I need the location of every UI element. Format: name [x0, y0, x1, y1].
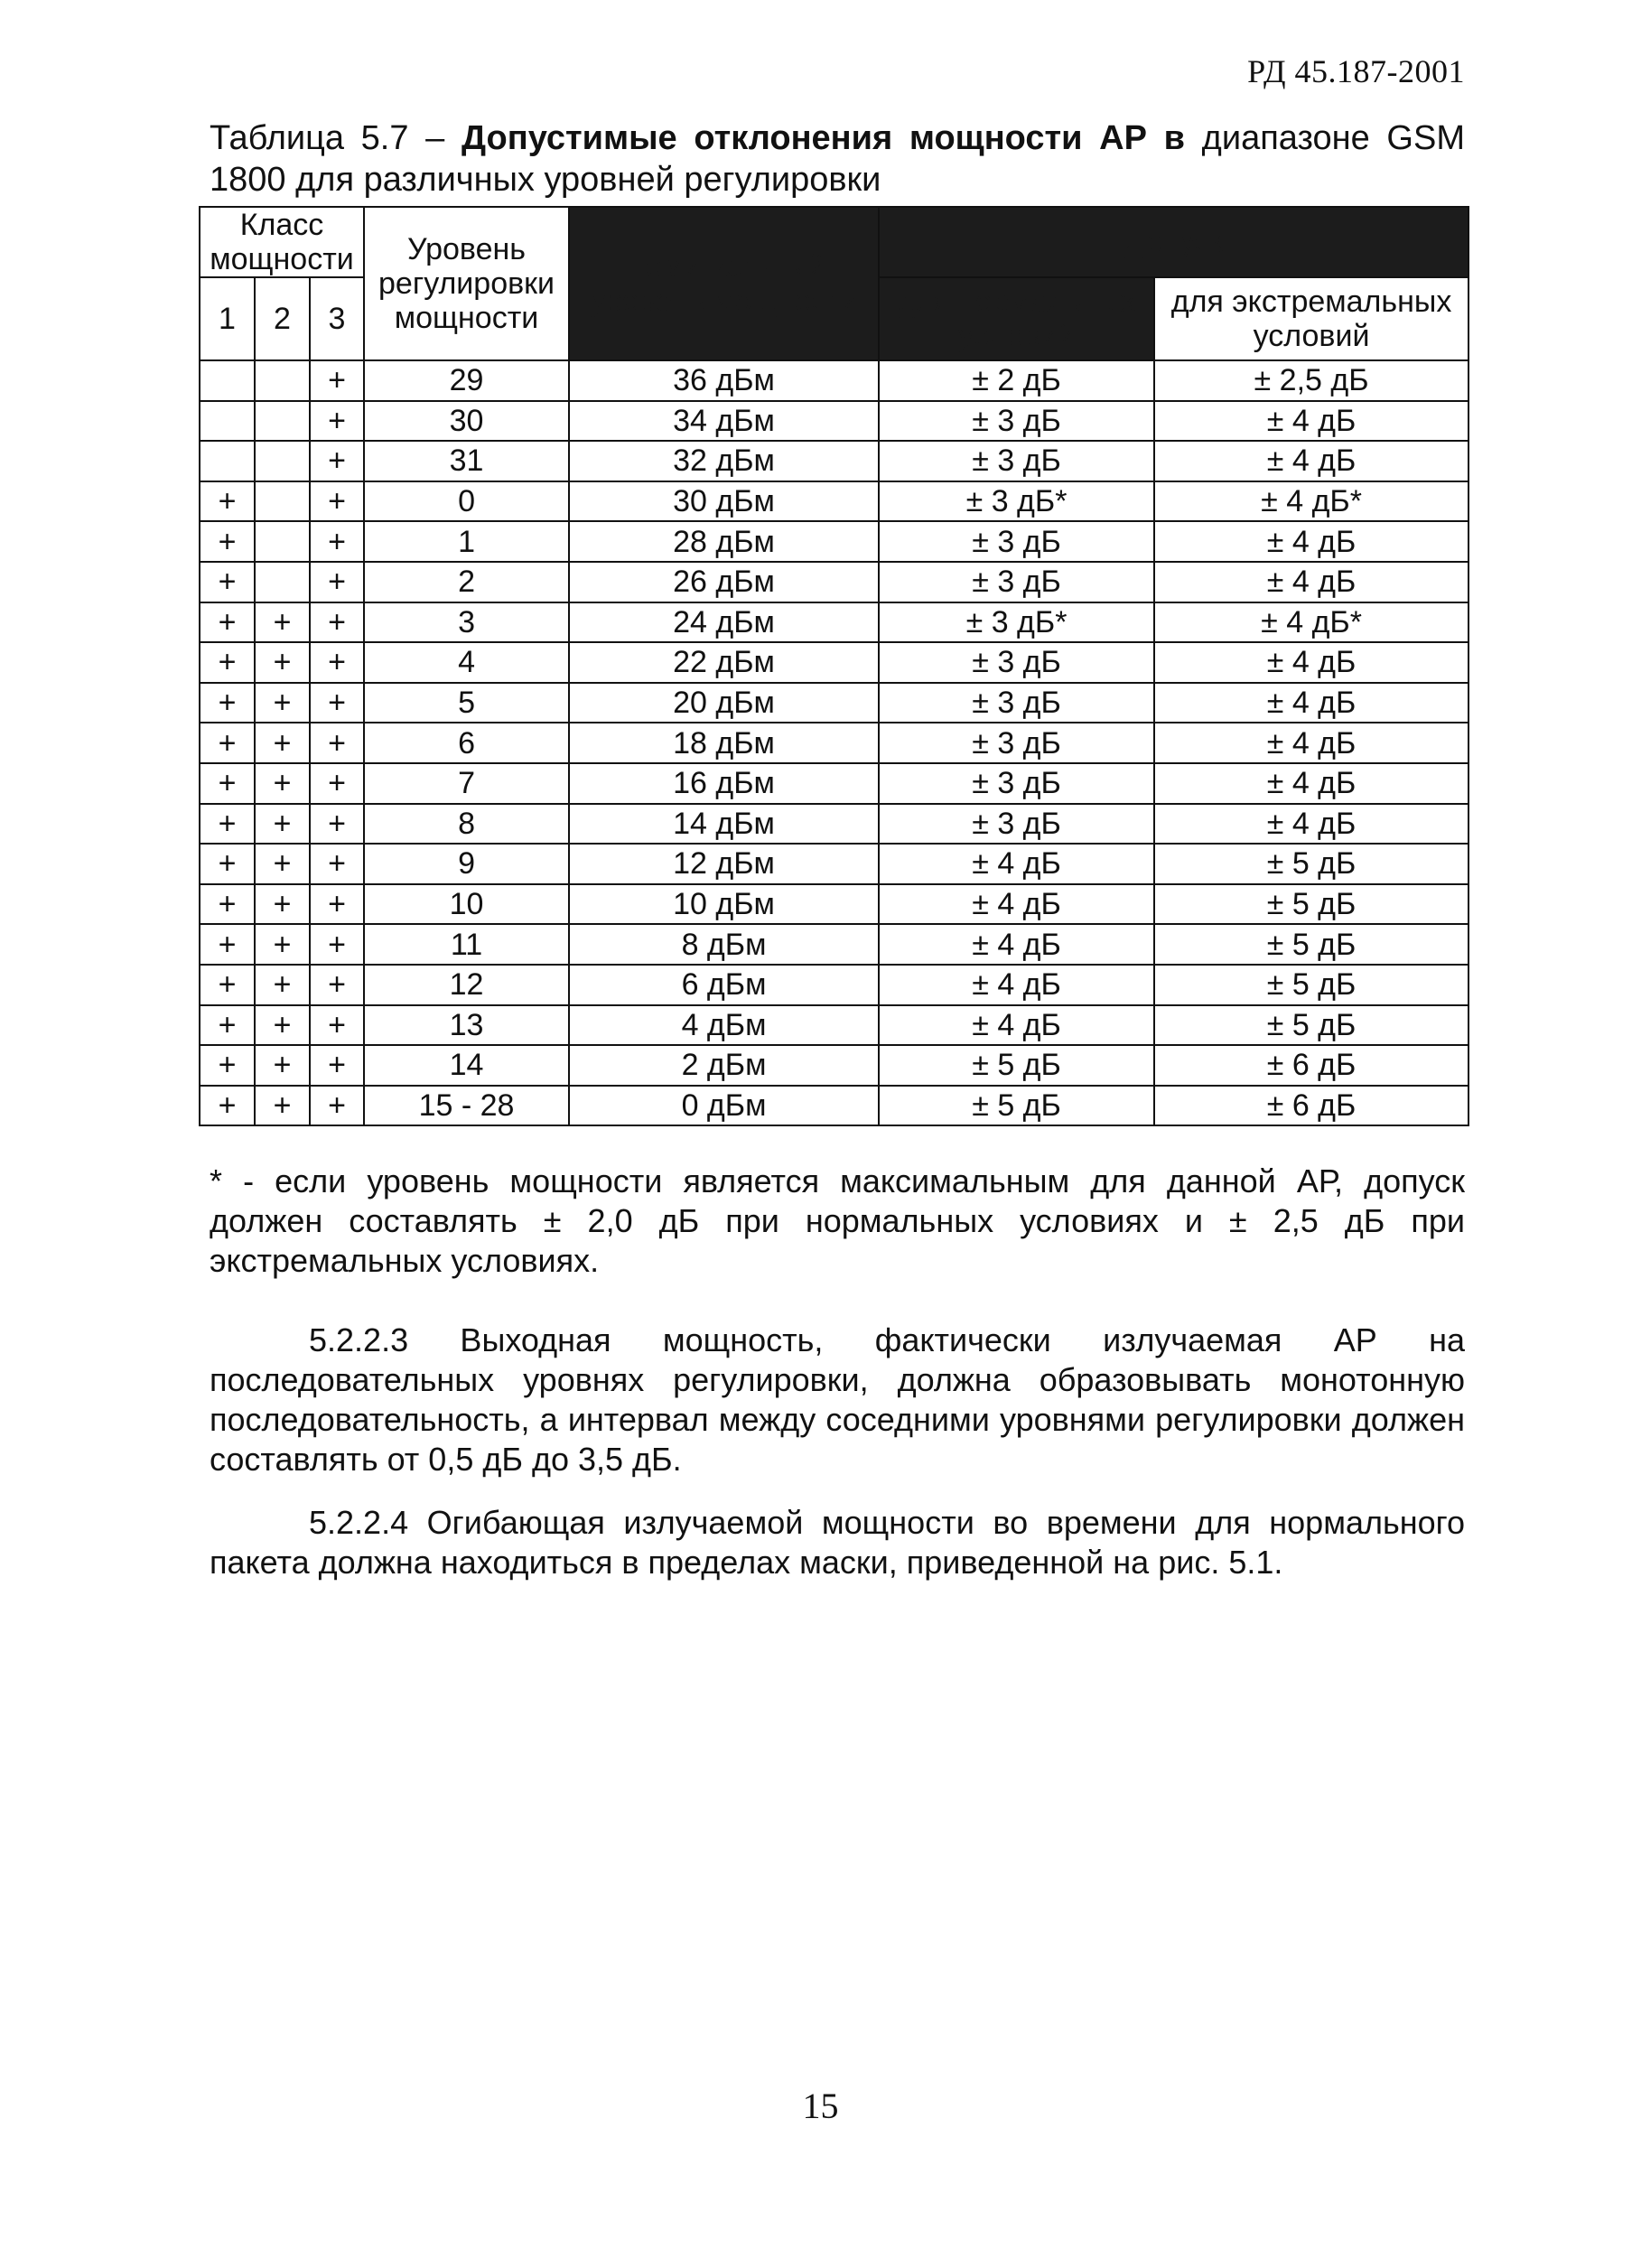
table-row	[200, 360, 1469, 401]
control-level-cell: 11	[364, 924, 569, 965]
table-row	[200, 1005, 1469, 1046]
nominal-level-cell: 22 дБм	[569, 642, 879, 683]
nominal-level-cell: 2 дБм	[569, 1045, 879, 1086]
extreme-tolerance-cell: ± 6 дБ	[1154, 1045, 1469, 1086]
normal-tolerance-cell: ± 3 дБ*	[879, 602, 1154, 643]
class-2-cell	[255, 360, 310, 401]
header-nominal-level: Номинальный уровень мощности	[569, 207, 879, 360]
class-1-cell: +	[200, 562, 255, 602]
table-row	[200, 884, 1469, 925]
extreme-tolerance-cell: ± 4 дБ	[1154, 521, 1469, 562]
class-3-cell: +	[310, 1005, 364, 1046]
class-3-cell: +	[310, 642, 364, 683]
caption-prefix: Таблица 5.7 –	[210, 119, 462, 157]
normal-tolerance-cell: ± 4 дБ	[879, 965, 1154, 1005]
class-2-cell: +	[255, 804, 310, 845]
class-2-cell: +	[255, 1086, 310, 1126]
nominal-level-cell: 28 дБм	[569, 521, 879, 562]
class-2-cell: +	[255, 683, 310, 723]
normal-tolerance-cell: ± 4 дБ	[879, 844, 1154, 884]
extreme-tolerance-cell: ± 4 дБ	[1154, 683, 1469, 723]
class-2-cell	[255, 521, 310, 562]
extreme-tolerance-cell: ± 4 дБ	[1154, 763, 1469, 804]
table-row	[200, 1086, 1469, 1126]
table-row	[200, 965, 1469, 1005]
class-1-cell: +	[200, 642, 255, 683]
class-1-cell: +	[200, 1045, 255, 1086]
nominal-level-cell: 34 дБм	[569, 401, 879, 442]
header-extreme-conditions: для экстремальных условий	[1154, 277, 1469, 360]
table-row	[200, 521, 1469, 562]
extreme-tolerance-cell: ± 4 дБ	[1154, 642, 1469, 683]
control-level-cell: 5	[364, 683, 569, 723]
extreme-tolerance-cell: ± 4 дБ	[1154, 804, 1469, 845]
table-row	[200, 844, 1469, 884]
normal-tolerance-cell: ± 4 дБ	[879, 884, 1154, 925]
table-row	[200, 723, 1469, 763]
class-2-cell: +	[255, 965, 310, 1005]
header-tolerance: Допуск	[879, 207, 1469, 277]
class-3-cell: +	[310, 401, 364, 442]
nominal-level-cell: 26 дБм	[569, 562, 879, 602]
class-2-cell: +	[255, 924, 310, 965]
class-1-cell: +	[200, 965, 255, 1005]
class-1-cell: +	[200, 844, 255, 884]
table-row	[200, 924, 1469, 965]
normal-tolerance-cell: ± 5 дБ	[879, 1045, 1154, 1086]
normal-tolerance-cell: ± 3 дБ	[879, 401, 1154, 442]
class-3-cell: +	[310, 683, 364, 723]
control-level-cell: 1	[364, 521, 569, 562]
class-3-cell: +	[310, 763, 364, 804]
control-level-cell: 9	[364, 844, 569, 884]
control-level-cell: 6	[364, 723, 569, 763]
nominal-level-cell: 16 дБм	[569, 763, 879, 804]
class-3-cell: +	[310, 1045, 364, 1086]
extreme-tolerance-cell: ± 5 дБ	[1154, 844, 1469, 884]
class-2-cell	[255, 481, 310, 522]
table-row	[200, 642, 1469, 683]
class-2-cell: +	[255, 642, 310, 683]
header-class-3: 3	[310, 277, 364, 360]
class-1-cell: +	[200, 763, 255, 804]
normal-tolerance-cell: ± 3 дБ*	[879, 481, 1154, 522]
class-2-cell	[255, 441, 310, 481]
control-level-cell: 8	[364, 804, 569, 845]
table-row	[200, 441, 1469, 481]
nominal-level-cell: 36 дБм	[569, 360, 879, 401]
extreme-tolerance-cell: ± 5 дБ	[1154, 965, 1469, 1005]
normal-tolerance-cell: ± 4 дБ	[879, 1005, 1154, 1046]
table-caption	[210, 117, 1465, 201]
control-level-cell: 10	[364, 884, 569, 925]
control-level-cell: 3	[364, 602, 569, 643]
caption-bold: Допустимые отклонения мощности АР в	[462, 119, 1185, 157]
nominal-level-cell: 4 дБм	[569, 1005, 879, 1046]
class-3-cell: +	[310, 562, 364, 602]
nominal-level-cell: 8 дБм	[569, 924, 879, 965]
class-1-cell: +	[200, 481, 255, 522]
normal-tolerance-cell: ± 3 дБ	[879, 441, 1154, 481]
control-level-cell: 30	[364, 401, 569, 442]
class-1-cell: +	[200, 924, 255, 965]
class-3-cell: +	[310, 360, 364, 401]
table-row	[200, 562, 1469, 602]
paragraph-5-2-2-4: 5.2.2.4 Огибающая излучаемой мощности во времени для нормального пакета должна находиться в пределах маски, приведенной на рис. 5.1.	[210, 1504, 1465, 1581]
class-1-cell	[200, 401, 255, 442]
table-row	[200, 683, 1469, 723]
control-level-cell: 2	[364, 562, 569, 602]
class-3-cell: +	[310, 924, 364, 965]
class-3-cell: +	[310, 884, 364, 925]
class-3-cell: +	[310, 481, 364, 522]
normal-tolerance-cell: ± 3 дБ	[879, 804, 1154, 845]
normal-tolerance-cell: ± 5 дБ	[879, 1086, 1154, 1126]
control-level-cell: 12	[364, 965, 569, 1005]
extreme-tolerance-cell: ± 4 дБ	[1154, 401, 1469, 442]
normal-tolerance-cell: ± 2 дБ	[879, 360, 1154, 401]
header-class-2: 2	[255, 277, 310, 360]
normal-tolerance-cell: ± 3 дБ	[879, 521, 1154, 562]
class-3-cell: +	[310, 602, 364, 643]
control-level-cell: 4	[364, 642, 569, 683]
nominal-level-cell: 10 дБм	[569, 884, 879, 925]
header-normal-conditions: для нормальных условий	[879, 277, 1154, 360]
class-3-cell: +	[310, 844, 364, 884]
control-level-cell: 31	[364, 441, 569, 481]
class-3-cell: +	[310, 723, 364, 763]
extreme-tolerance-cell: ± 4 дБ	[1154, 562, 1469, 602]
class-3-cell: +	[310, 1086, 364, 1126]
nominal-level-cell: 18 дБм	[569, 723, 879, 763]
extreme-tolerance-cell: ± 2,5 дБ	[1154, 360, 1469, 401]
class-2-cell: +	[255, 1005, 310, 1046]
header-class-1: 1	[200, 277, 255, 360]
nominal-level-cell: 12 дБм	[569, 844, 879, 884]
class-2-cell	[255, 562, 310, 602]
class-2-cell: +	[255, 844, 310, 884]
class-1-cell: +	[200, 521, 255, 562]
class-1-cell: +	[200, 884, 255, 925]
table-body	[200, 360, 1469, 1125]
class-2-cell: +	[255, 1045, 310, 1086]
class-3-cell: +	[310, 804, 364, 845]
control-level-cell: 13	[364, 1005, 569, 1046]
nominal-level-cell: 6 дБм	[569, 965, 879, 1005]
control-level-cell: 7	[364, 763, 569, 804]
extreme-tolerance-cell: ± 6 дБ	[1154, 1086, 1469, 1126]
footnote: * - если уровень мощности является максимальным для данной АР, допуск должен составлять ± 2,0 дБ при нормальных условиях и ± 2,5 дБ при экстремальных условиях.	[210, 1162, 1465, 1279]
class-2-cell: +	[255, 602, 310, 643]
class-2-cell: +	[255, 723, 310, 763]
normal-tolerance-cell: ± 3 дБ	[879, 683, 1154, 723]
header-control-level: Уровень регулировки мощности	[364, 207, 569, 360]
class-2-cell: +	[255, 763, 310, 804]
table-row	[200, 602, 1469, 643]
extreme-tolerance-cell: ± 4 дБ	[1154, 723, 1469, 763]
nominal-level-cell: 30 дБм	[569, 481, 879, 522]
table-row	[200, 401, 1469, 442]
table-row	[200, 1045, 1469, 1086]
class-1-cell: +	[200, 723, 255, 763]
class-1-cell: +	[200, 804, 255, 845]
nominal-level-cell: 32 дБм	[569, 441, 879, 481]
control-level-cell: 0	[364, 481, 569, 522]
class-3-cell: +	[310, 521, 364, 562]
control-level-cell: 14	[364, 1045, 569, 1086]
normal-tolerance-cell: ± 3 дБ	[879, 763, 1154, 804]
normal-tolerance-cell: ± 3 дБ	[879, 642, 1154, 683]
nominal-level-cell: 0 дБм	[569, 1086, 879, 1126]
document-code: РД 45.187-2001	[1247, 53, 1465, 89]
table-row	[200, 804, 1469, 845]
extreme-tolerance-cell: ± 4 дБ*	[1154, 602, 1469, 643]
class-3-cell: +	[310, 965, 364, 1005]
class-1-cell: +	[200, 1086, 255, 1126]
class-1-cell: +	[200, 602, 255, 643]
paragraph-5-2-2-3: 5.2.2.3 Выходная мощность, фактически излучаемая АР на последовательных уровнях регулировки, должна образовывать монотонную последовательность, а интервал между соседними уровнями регулировки должен составлять от 0,5 дБ до 3,5 дБ.	[210, 1321, 1465, 1478]
extreme-tolerance-cell: ± 5 дБ	[1154, 924, 1469, 965]
nominal-level-cell: 24 дБм	[569, 602, 879, 643]
normal-tolerance-cell: ± 3 дБ	[879, 562, 1154, 602]
control-level-cell: 15 - 28	[364, 1086, 569, 1126]
class-1-cell: +	[200, 683, 255, 723]
extreme-tolerance-cell: ± 4 дБ	[1154, 441, 1469, 481]
page-number: 15	[802, 2086, 839, 2126]
header-power-class: Класс мощности	[200, 207, 364, 277]
class-1-cell: +	[200, 1005, 255, 1046]
class-2-cell	[255, 401, 310, 442]
class-1-cell	[200, 360, 255, 401]
table-row	[200, 481, 1469, 522]
normal-tolerance-cell: ± 3 дБ	[879, 723, 1154, 763]
class-2-cell: +	[255, 884, 310, 925]
caption-rest: диапазоне GSM 1800 для различных уровней регулировки	[210, 119, 1465, 199]
class-1-cell	[200, 441, 255, 481]
class-3-cell: +	[310, 441, 364, 481]
power-tolerance-table	[199, 206, 1469, 1126]
control-level-cell: 29	[364, 360, 569, 401]
table-row	[200, 763, 1469, 804]
extreme-tolerance-cell: ± 4 дБ*	[1154, 481, 1469, 522]
nominal-level-cell: 14 дБм	[569, 804, 879, 845]
nominal-level-cell: 20 дБм	[569, 683, 879, 723]
normal-tolerance-cell: ± 4 дБ	[879, 924, 1154, 965]
extreme-tolerance-cell: ± 5 дБ	[1154, 884, 1469, 925]
extreme-tolerance-cell: ± 5 дБ	[1154, 1005, 1469, 1046]
